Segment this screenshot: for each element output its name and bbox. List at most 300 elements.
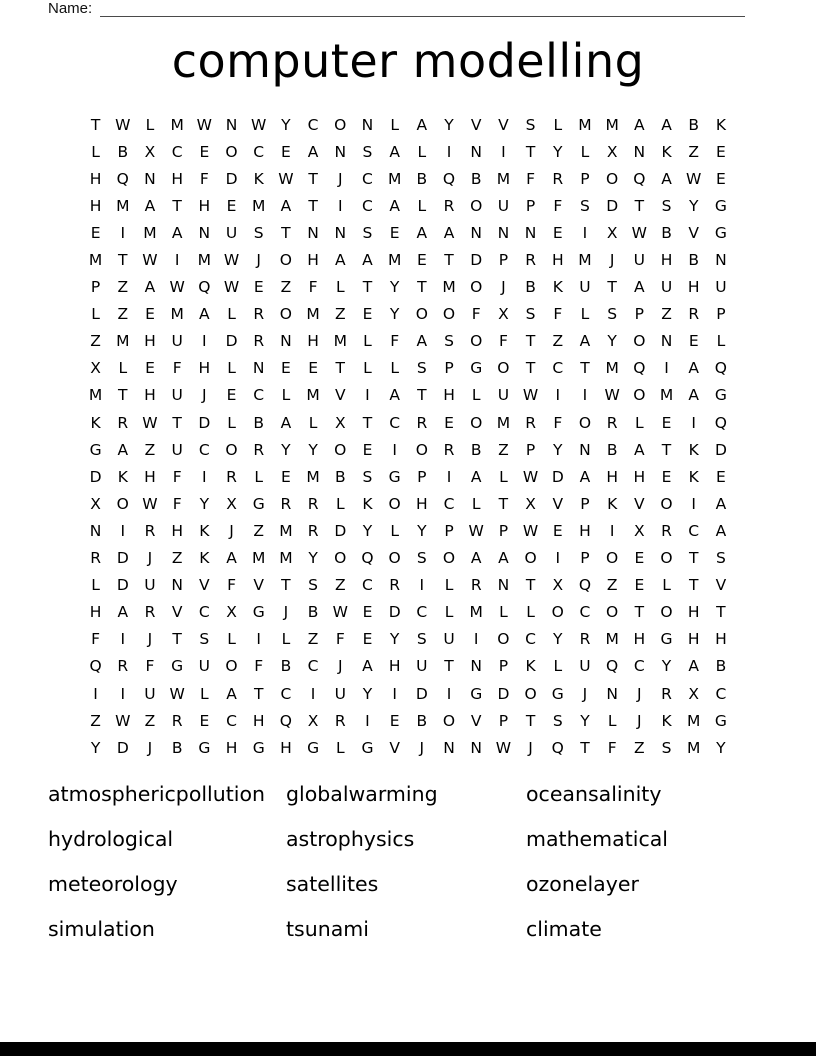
grid-letter: O [388, 549, 401, 568]
grid-letter: L [200, 684, 209, 703]
grid-letter: J [229, 521, 234, 540]
grid-letter: N [715, 251, 727, 270]
grid-letter: A [688, 386, 700, 405]
grid-letter: Q [633, 359, 646, 378]
grid-letter: O [660, 549, 673, 568]
grid-letter: S [525, 115, 536, 134]
grid-letter: L [281, 386, 291, 405]
grid-letter: N [198, 223, 211, 242]
grid-letter: J [528, 738, 533, 757]
grid-letter: T [118, 251, 128, 270]
grid-letter: H [416, 494, 428, 513]
grid-letter: C [633, 657, 645, 676]
grid-letter: A [416, 115, 428, 134]
grid-letter: W [169, 278, 185, 297]
grid-letter: Q [606, 657, 619, 676]
grid-letter: N [660, 332, 673, 351]
grid-letter: M [687, 711, 701, 730]
grid-letter: H [252, 711, 265, 730]
grid-letter: F [498, 332, 508, 351]
grid-letter: H [307, 332, 319, 351]
grid-letter: X [226, 494, 237, 513]
grid-letter: T [688, 576, 699, 595]
grid-letter: O [606, 169, 619, 188]
grid-letter: T [580, 738, 590, 757]
name-label: Name: [48, 0, 93, 17]
grid-letter: Y [553, 630, 563, 649]
grid-letter: K [688, 467, 699, 486]
grid-letter: B [117, 142, 129, 161]
grid-letter: R [171, 711, 183, 730]
grid-letter: I [609, 521, 615, 540]
grid-letter: E [634, 576, 645, 595]
grid-letter: L [553, 657, 563, 676]
grid-letter: F [308, 278, 318, 297]
grid-letter: M [687, 738, 701, 757]
grid-letter: H [144, 332, 156, 351]
grid-letter: D [225, 332, 238, 351]
grid-letter: J [609, 251, 615, 270]
grid-letter: T [607, 278, 617, 297]
grid-letter: C [280, 684, 292, 703]
grid-letter: C [525, 630, 536, 649]
grid-letter: W [468, 521, 484, 540]
grid-letter: E [145, 305, 155, 324]
grid-letter: H [198, 196, 211, 215]
grid-letter: F [553, 305, 563, 324]
grid-letter: O [470, 332, 483, 351]
grid-letter: A [416, 332, 428, 351]
grid-letter: F [172, 467, 182, 486]
grid-letter: G [361, 738, 374, 757]
grid-letter: R [606, 413, 618, 432]
grid-letter: U [334, 684, 346, 703]
grid-letter: E [145, 359, 155, 378]
grid-letter: L [662, 576, 671, 595]
grid-letter: C [226, 711, 237, 730]
grid-letter: P [498, 521, 509, 540]
word-list-item: climate [526, 917, 602, 942]
grid-letter: F [199, 169, 209, 188]
grid-letter: N [524, 223, 537, 242]
grid-letter: Y [716, 738, 726, 757]
grid-letter: A [416, 223, 428, 242]
grid-letter: C [715, 684, 727, 703]
grid-letter: W [223, 251, 240, 270]
grid-letter: I [392, 440, 397, 459]
grid-letter: S [607, 305, 618, 324]
grid-letter: L [526, 603, 535, 622]
grid-letter: T [661, 440, 672, 459]
grid-letter: X [226, 603, 237, 622]
grid-letter: K [661, 711, 672, 730]
word-list-item: simulation [48, 917, 155, 942]
grid-letter: L [580, 142, 590, 161]
wordsearch-grid [82, 111, 735, 761]
grid-letter: T [308, 196, 318, 215]
grid-letter: L [471, 386, 481, 405]
grid-letter: H [144, 386, 156, 405]
name-row [48, 0, 745, 17]
grid-letter: A [389, 386, 400, 405]
grid-letter: F [172, 494, 182, 513]
grid-letter: Y [281, 440, 291, 459]
grid-letter: C [389, 413, 401, 432]
grid-letter: H [606, 467, 618, 486]
grid-letter: D [551, 467, 564, 486]
grid-letter: V [389, 738, 400, 757]
grid-letter: I [256, 630, 261, 649]
word-list-item: meteorology [48, 872, 178, 897]
grid-letter: H [89, 603, 102, 622]
grid-letter: T [118, 386, 128, 405]
grid-letter: U [144, 684, 156, 703]
grid-letter: A [470, 467, 482, 486]
grid-letter: L [635, 413, 644, 432]
grid-letter: Q [198, 278, 211, 297]
grid-letter: D [116, 738, 129, 757]
grid-letter: K [199, 521, 210, 540]
grid-letter: N [497, 576, 510, 595]
grid-letter: F [607, 738, 617, 757]
grid-letter: P [498, 657, 509, 676]
grid-letter: O [334, 115, 347, 134]
grid-letter: J [419, 738, 425, 757]
grid-letter: L [145, 115, 155, 134]
grid-letter: E [253, 278, 264, 297]
grid-letter: C [443, 494, 455, 513]
grid-letter: X [334, 413, 346, 432]
grid-letter: W [142, 251, 158, 270]
grid-letter: L [580, 305, 590, 324]
grid-letter: S [362, 142, 373, 161]
word-list-item: satellites [286, 872, 379, 897]
grid-letter: I [337, 196, 343, 215]
word-list-item: astrophysics [286, 827, 415, 852]
grid-letter: K [552, 278, 563, 297]
grid-letter: T [525, 142, 536, 161]
grid-letter: M [252, 196, 266, 215]
grid-letter: A [498, 549, 509, 568]
grid-letter: R [144, 603, 156, 622]
grid-letter: N [579, 440, 591, 459]
grid-letter: A [226, 549, 237, 568]
grid-letter: G [714, 223, 727, 242]
grid-letter: U [715, 278, 727, 297]
grid-letter: A [362, 251, 373, 270]
grid-letter: M [605, 359, 619, 378]
grid-letter: X [498, 305, 509, 324]
grid-letter: D [606, 196, 619, 215]
grid-letter: F [145, 657, 155, 676]
grid-letter: D [415, 684, 428, 703]
grid-letter: Q [89, 657, 102, 676]
grid-letter: T [444, 657, 454, 676]
word-list-item: atmosphericpollution [48, 782, 266, 807]
grid-letter: P [634, 305, 645, 324]
grid-letter: H [89, 196, 102, 215]
grid-letter: C [416, 603, 428, 622]
grid-letter: T [525, 576, 536, 595]
grid-letter: J [147, 738, 153, 757]
grid-letter: C [198, 440, 210, 459]
word-list [48, 772, 770, 952]
grid-letter: U [416, 657, 428, 676]
grid-letter: Y [444, 115, 454, 134]
grid-letter: A [117, 440, 129, 459]
grid-letter: O [225, 440, 238, 459]
grid-letter: A [334, 251, 346, 270]
grid-letter: I [446, 467, 452, 486]
grid-letter: W [686, 169, 702, 188]
grid-letter: H [687, 603, 700, 622]
grid-letter: E [308, 359, 318, 378]
grid-letter: W [251, 115, 267, 134]
grid-letter: H [198, 359, 211, 378]
grid-letter: A [280, 413, 292, 432]
grid-letter: N [606, 684, 618, 703]
grid-letter: C [362, 196, 373, 215]
grid-letter: L [499, 467, 508, 486]
grid-letter: E [199, 711, 210, 730]
grid-letter: Q [714, 359, 727, 378]
grid-letter: U [171, 386, 183, 405]
grid-letter: A [144, 196, 156, 215]
grid-letter: M [578, 115, 592, 134]
grid-letter: I [691, 413, 696, 432]
grid-letter: L [444, 603, 454, 622]
grid-letter: C [307, 115, 319, 134]
grid-letter: M [496, 413, 511, 432]
grid-letter: S [525, 305, 536, 324]
grid-letter: W [495, 738, 512, 757]
grid-letter: I [555, 386, 561, 405]
grid-letter: Q [714, 413, 727, 432]
grid-letter: I [501, 142, 506, 161]
grid-letter: E [362, 603, 373, 622]
grid-letter: C [362, 169, 373, 188]
grid-letter: H [660, 251, 673, 270]
grid-letter: T [444, 251, 454, 270]
grid-letter: E [226, 196, 237, 215]
grid-letter: H [633, 467, 646, 486]
grid-letter: I [582, 386, 588, 405]
grid-letter: X [90, 359, 101, 378]
grid-letter: B [688, 251, 700, 270]
grid-letter: I [93, 684, 98, 703]
grid-letter: S [199, 630, 210, 649]
grid-letter: I [202, 332, 207, 351]
grid-letter: Q [116, 169, 129, 188]
grid-letter: M [116, 332, 130, 351]
grid-letter: G [252, 738, 265, 757]
grid-letter: Y [688, 196, 699, 215]
grid-letter: D [225, 169, 238, 188]
grid-letter: Y [362, 684, 373, 703]
grid-letter: L [363, 359, 372, 378]
grid-letter: F [390, 332, 400, 351]
grid-letter: K [117, 467, 128, 486]
grid-letter: F [471, 305, 481, 324]
grid-letter: P [417, 467, 427, 486]
grid-letter: B [307, 603, 319, 622]
grid-letter: A [144, 278, 156, 297]
grid-letter: G [198, 738, 211, 757]
grid-letter: L [91, 576, 100, 595]
word-list-item: globalwarming [286, 782, 438, 807]
grid-letter: M [88, 386, 103, 405]
grid-letter: G [714, 386, 727, 405]
grid-letter: H [687, 278, 700, 297]
grid-letter: C [171, 142, 183, 161]
grid-letter: O [551, 603, 564, 622]
grid-letter: I [473, 630, 479, 649]
grid-letter: S [416, 630, 427, 649]
grid-letter: T [90, 115, 101, 134]
grid-letter: J [582, 684, 588, 703]
grid-letter: X [90, 494, 101, 513]
grid-letter: T [308, 169, 318, 188]
grid-letter: W [631, 223, 647, 242]
grid-letter: I [202, 467, 207, 486]
grid-letter: J [283, 603, 289, 622]
grid-letter: V [552, 494, 564, 513]
grid-letter: J [202, 386, 207, 405]
grid-letter: S [661, 196, 672, 215]
grid-letter: F [526, 169, 536, 188]
grid-letter: Z [307, 630, 319, 649]
grid-letter: N [470, 223, 483, 242]
grid-letter: A [362, 657, 373, 676]
grid-letter: B [715, 657, 727, 676]
grid-letter: S [661, 738, 672, 757]
grid-letter: N [144, 169, 156, 188]
grid-letter: S [416, 359, 427, 378]
grid-letter: D [89, 467, 102, 486]
grid-letter: Z [661, 305, 672, 324]
grid-letter: Y [417, 521, 427, 540]
grid-letter: O [633, 332, 646, 351]
grid-letter: M [496, 169, 511, 188]
grid-letter: O [415, 305, 428, 324]
grid-letter: I [365, 711, 370, 730]
grid-letter: Z [144, 440, 156, 459]
grid-letter: O [388, 494, 401, 513]
grid-letter: C [552, 359, 564, 378]
grid-letter: L [281, 630, 291, 649]
grid-letter: P [498, 711, 509, 730]
grid-letter: E [389, 223, 400, 242]
grid-letter: B [525, 278, 536, 297]
grid-letter: O [524, 684, 537, 703]
grid-letter: N [334, 142, 347, 161]
grid-letter: K [688, 440, 699, 459]
grid-letter: N [443, 738, 455, 757]
grid-letter: D [116, 576, 129, 595]
grid-letter: V [334, 386, 346, 405]
grid-letter: G [714, 196, 727, 215]
grid-letter: K [253, 169, 264, 188]
grid-letter: I [120, 521, 126, 540]
grid-letter: L [227, 359, 236, 378]
grid-letter: O [578, 413, 592, 432]
grid-letter: A [389, 142, 400, 161]
grid-letter: O [497, 359, 510, 378]
grid-letter: U [443, 630, 455, 649]
grid-letter: O [442, 549, 456, 568]
grid-letter: H [715, 630, 727, 649]
grid-letter: B [688, 115, 700, 134]
grid-letter: J [147, 549, 153, 568]
grid-letter: B [416, 169, 428, 188]
grid-letter: A [661, 169, 672, 188]
grid-letter: U [225, 223, 238, 242]
grid-letter: W [278, 169, 294, 188]
grid-letter: O [470, 196, 483, 215]
grid-letter: E [362, 305, 373, 324]
grid-letter: E [688, 332, 699, 351]
grid-letter: S [715, 549, 726, 568]
grid-letter: Z [498, 440, 509, 459]
grid-letter: P [525, 440, 536, 459]
grid-letter: L [607, 711, 617, 730]
grid-letter: L [390, 521, 399, 540]
grid-letter: Z [90, 332, 101, 351]
grid-letter: R [117, 657, 129, 676]
grid-letter: H [551, 251, 564, 270]
grid-letter: G [89, 440, 102, 459]
grid-letter: O [225, 657, 238, 676]
grid-letter: Y [308, 440, 318, 459]
grid-letter: Z [171, 549, 183, 568]
grid-letter: K [90, 413, 101, 432]
grid-letter: J [637, 711, 642, 730]
grid-letter: L [444, 576, 454, 595]
grid-letter: O [524, 549, 537, 568]
grid-letter: Q [578, 576, 592, 595]
grid-letter: I [174, 251, 180, 270]
grid-letter: R [90, 549, 101, 568]
grid-letter: R [470, 576, 482, 595]
grid-letter: W [223, 278, 240, 297]
grid-letter: Y [553, 440, 563, 459]
grid-letter: O [660, 494, 673, 513]
grid-letter: M [659, 386, 674, 405]
grid-letter: W [142, 494, 158, 513]
grid-letter: J [637, 684, 642, 703]
grid-letter: T [362, 413, 373, 432]
grid-letter: A [661, 115, 672, 134]
grid-letter: I [120, 684, 126, 703]
grid-letter: T [580, 359, 590, 378]
grid-letter: L [227, 630, 236, 649]
grid-letter: M [442, 278, 456, 297]
grid-letter: K [525, 657, 536, 676]
grid-letter: M [578, 251, 592, 270]
grid-letter: F [172, 359, 182, 378]
grid-letter: X [688, 684, 700, 703]
grid-letter: V [470, 115, 482, 134]
grid-letter: R [253, 332, 265, 351]
grid-letter: U [198, 657, 211, 676]
grid-letter: Y [362, 521, 373, 540]
grid-letter: Y [90, 738, 101, 757]
grid-letter: H [89, 169, 102, 188]
grid-letter: L [390, 115, 399, 134]
grid-letter: K [607, 494, 618, 513]
grid-letter: B [280, 657, 292, 676]
grid-letter: P [525, 196, 536, 215]
